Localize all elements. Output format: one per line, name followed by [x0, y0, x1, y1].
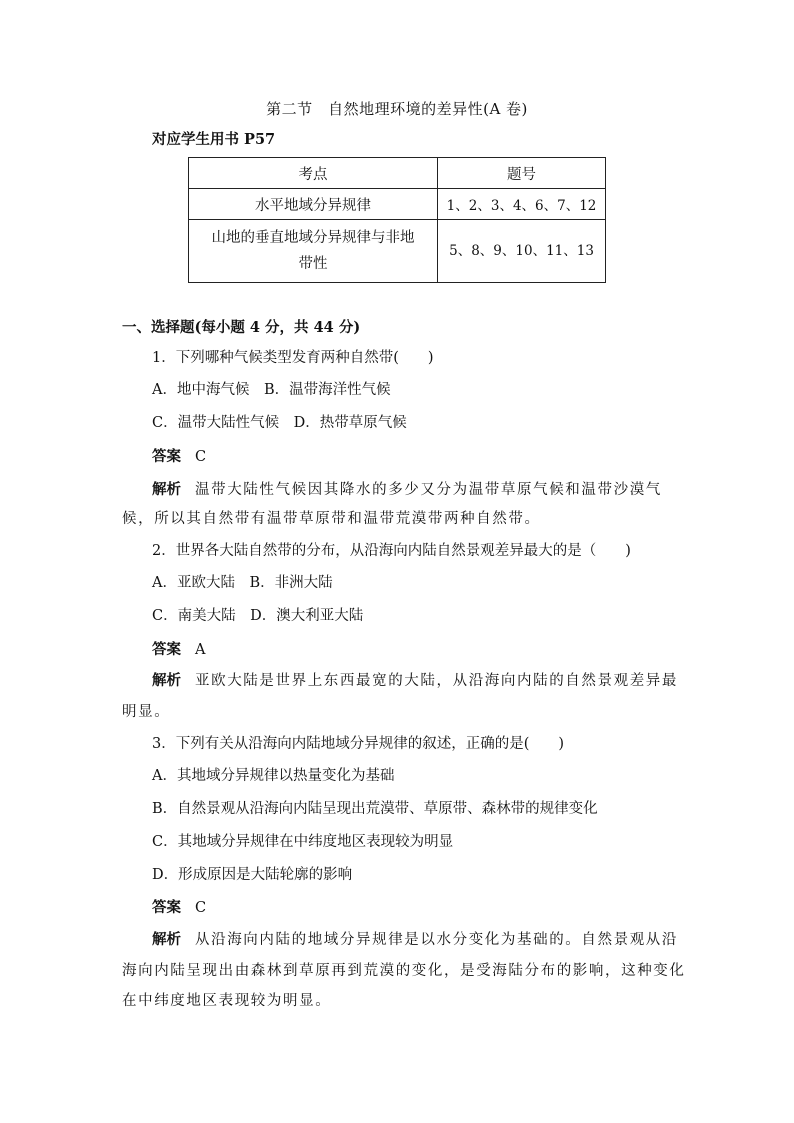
page-subtitle: 对应学生用书 P57	[152, 131, 276, 148]
q2-explanation-line2: 明显。	[122, 704, 171, 720]
answer-label: 答案	[152, 448, 181, 465]
explanation-label: 解析	[152, 481, 181, 498]
table-row	[189, 189, 606, 220]
table-header-nums: 题号	[438, 158, 606, 189]
page-title: 第二节 自然地理环境的差异性(A 卷)	[266, 100, 528, 118]
q3-stem: 3．下列有关从沿海向内陆地域分异规律的叙述，正确的是( )	[152, 736, 565, 752]
q3-explanation-line3: 在中纬度地区表现较为明显。	[122, 993, 332, 1009]
answer-value: A	[195, 642, 206, 658]
q2-options-cd: C．南美大陆 D．澳大利亚大陆	[152, 608, 364, 624]
table-header-row	[189, 158, 606, 189]
section-heading: 一、选择题(每小题 4 分，共 44 分)	[122, 319, 361, 336]
explanation-label: 解析	[152, 931, 181, 948]
q2-explanation-line1	[152, 669, 678, 690]
q1-answer	[152, 445, 206, 466]
answer-label: 答案	[152, 641, 181, 658]
explanation-text: 从沿海向内陆的地域分异规律是以水分变化为基础的。自然景观从沿	[195, 932, 678, 948]
table-cell-topic-line1: 山地的垂直地域分异规律与非地	[211, 230, 415, 246]
explanation-text: 温带大陆性气候因其降水的多少又分为温带草原气候和温带沙漠气	[195, 482, 662, 498]
q1-stem: 1．下列哪种气候类型发育两种自然带( )	[152, 350, 434, 366]
q1-explanation-line1	[152, 478, 662, 499]
q3-explanation-line2: 海向内陆呈现出由森林到草原再到荒漠的变化，是受海陆分布的影响，这种变化	[122, 963, 686, 979]
q3-option-d: D．形成原因是大陆轮廓的影响	[152, 867, 353, 883]
q3-option-a: A．其地域分异规律以热量变化为基础	[152, 768, 395, 784]
table-cell-nums: 5、8、9、10、11、13	[438, 220, 606, 283]
table-cell-topic: 水平地域分异规律	[189, 189, 438, 220]
q3-answer	[152, 896, 206, 917]
table-header-topic: 考点	[189, 158, 438, 189]
q1-options-cd: C．温带大陆性气候 D．热带草原气候	[152, 415, 407, 431]
explanation-text: 亚欧大陆是世界上东西最宽的大陆，从沿海向内陆的自然景观差异最	[195, 673, 678, 689]
q3-option-c: C．其地域分异规律在中纬度地区表现较为明显	[152, 834, 454, 850]
q1-options-ab: A．地中海气候 B．温带海洋性气候	[152, 382, 391, 398]
q1-explanation-line2: 候，所以其自然带有温带草原带和温带荒漠带两种自然带。	[122, 511, 541, 527]
explanation-label: 解析	[152, 672, 181, 689]
table-cell-topic-line2: 带性	[298, 256, 328, 272]
table-cell-nums: 1、2、3、4、6、7、12	[438, 189, 606, 220]
table-row	[189, 220, 606, 283]
q2-answer	[152, 638, 205, 659]
q2-options-ab: A．亚欧大陆 B．非洲大陆	[152, 575, 333, 591]
answer-label: 答案	[152, 899, 181, 916]
q3-option-b: B．自然景观从沿海向内陆呈现出荒漠带、草原带、森林带的规律变化	[152, 801, 598, 817]
q2-stem: 2．世界各大陆自然带的分布，从沿海向内陆自然景观差异最大的是（ )	[152, 543, 631, 559]
table-cell-topic	[189, 220, 438, 283]
answer-value: C	[195, 900, 207, 916]
q3-explanation-line1	[152, 928, 678, 949]
topic-table	[188, 157, 606, 283]
answer-value: C	[195, 449, 207, 465]
